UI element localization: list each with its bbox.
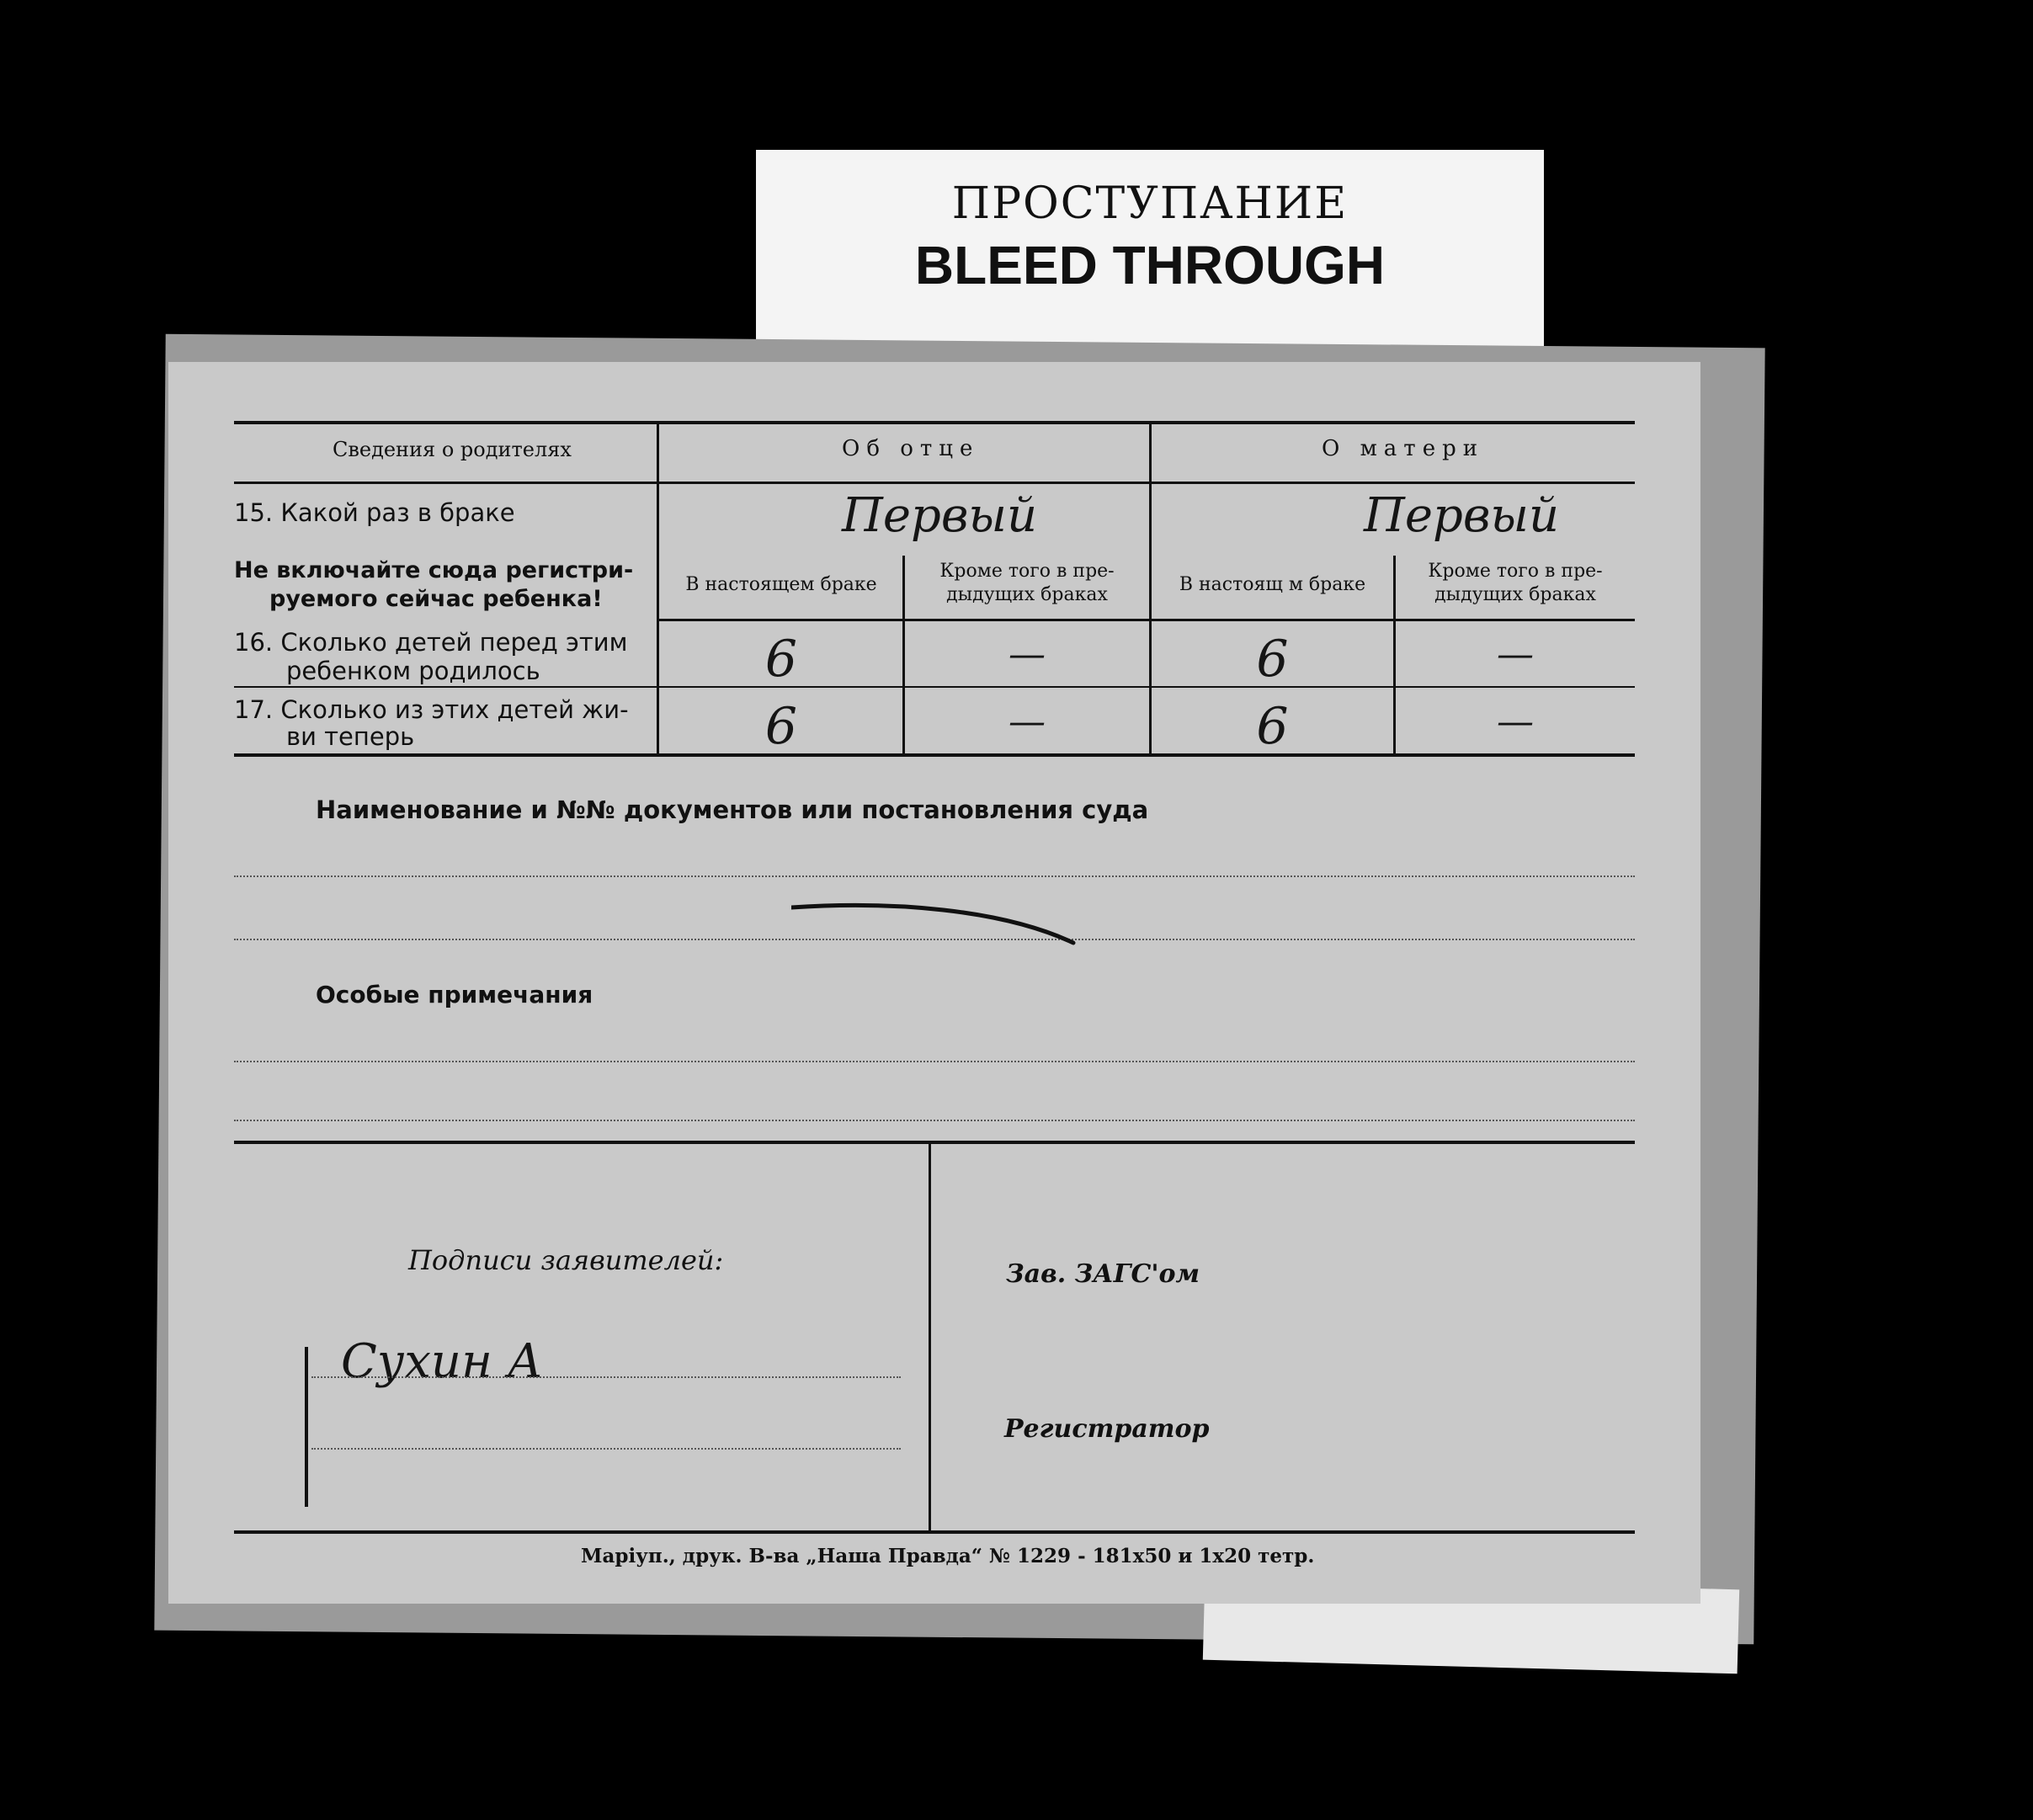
q17-father-current: 6 bbox=[764, 697, 798, 756]
label-russian: ПРОСТУПАНИЕ bbox=[951, 178, 1349, 229]
applicants-label: Подписи заявителей: bbox=[408, 1244, 724, 1276]
label-english: BLEED THROUGH bbox=[914, 235, 1386, 295]
q16-father-previous: — bbox=[1009, 633, 1046, 676]
q17-label-line-2: ви теперь bbox=[286, 722, 415, 751]
col-current-mother: В настоящ м браке bbox=[1179, 574, 1366, 595]
col-current-father: В настоящем браке bbox=[685, 574, 877, 595]
table-subheader-rule bbox=[657, 619, 1635, 621]
signature-divider bbox=[929, 1141, 931, 1532]
signature-bottom-rule bbox=[234, 1530, 1635, 1534]
table-bottom-rule bbox=[234, 753, 1635, 757]
q16-mother-current: 6 bbox=[1256, 630, 1289, 689]
bleed-through-label-card bbox=[756, 150, 1544, 348]
q15-mother-answer: Первый bbox=[1364, 488, 1560, 543]
signature-top-rule bbox=[234, 1141, 1635, 1144]
notes-line-1 bbox=[234, 1061, 1635, 1062]
signature-bracket bbox=[305, 1347, 308, 1507]
table-col-divider-1 bbox=[657, 421, 659, 756]
col-previous-father-2: дыдущих браках bbox=[946, 584, 1108, 605]
col-previous-mother-2: дыдущих браках bbox=[1434, 584, 1596, 605]
table-header-rule bbox=[234, 482, 1635, 484]
header-parent-info: Сведения о родителях bbox=[333, 438, 572, 461]
zags-head-label: Зав. ЗАГС'ом bbox=[1006, 1259, 1200, 1289]
q17-label-line-1: 17. Сколько из этих детей жи- bbox=[234, 695, 629, 724]
signature-line-2 bbox=[311, 1448, 901, 1450]
notes-line-2 bbox=[234, 1120, 1635, 1121]
q15-father-answer: Первый bbox=[842, 488, 1038, 543]
documents-dash-stroke bbox=[791, 901, 1078, 951]
printer-imprint: Маріуп., друк. В-ва „Наша Правда“ № 1229 - 181х50 и 1х20 тетр. bbox=[581, 1545, 1315, 1567]
registrar-label: Регистратор bbox=[1004, 1414, 1210, 1444]
note-line-2: руемого сейчас ребенка! bbox=[269, 586, 603, 612]
q16-father-current: 6 bbox=[764, 630, 798, 689]
q16-mother-previous: — bbox=[1497, 633, 1534, 676]
q16-label-line-1: 16. Сколько детей перед этим bbox=[234, 628, 628, 657]
documents-label: Наименование и №№ документов или постановления суда bbox=[316, 796, 1149, 824]
documents-line-1 bbox=[234, 875, 1635, 877]
q16-label-line-2: ребенком родилось bbox=[286, 657, 540, 685]
table-q16-rule bbox=[234, 686, 1635, 688]
table-top-rule bbox=[234, 421, 1635, 424]
signature-line-1 bbox=[311, 1376, 901, 1378]
q17-mother-previous: — bbox=[1497, 700, 1534, 743]
header-mother: О матери bbox=[1322, 436, 1485, 461]
special-notes-label: Особые примечания bbox=[316, 981, 593, 1008]
applicant-signature: Сухин А bbox=[341, 1334, 544, 1389]
col-previous-father-1: Кроме того в пре- bbox=[939, 561, 1115, 582]
note-line-1: Не включайте сюда регистри- bbox=[234, 557, 634, 583]
q17-father-previous: — bbox=[1009, 700, 1046, 743]
header-father: Об отце bbox=[842, 436, 980, 461]
col-previous-mother-1: Кроме того в пре- bbox=[1428, 561, 1603, 582]
q17-mother-current: 6 bbox=[1256, 697, 1289, 756]
q15-label: 15. Какой раз в браке bbox=[234, 498, 515, 527]
document-page bbox=[168, 362, 1700, 1604]
